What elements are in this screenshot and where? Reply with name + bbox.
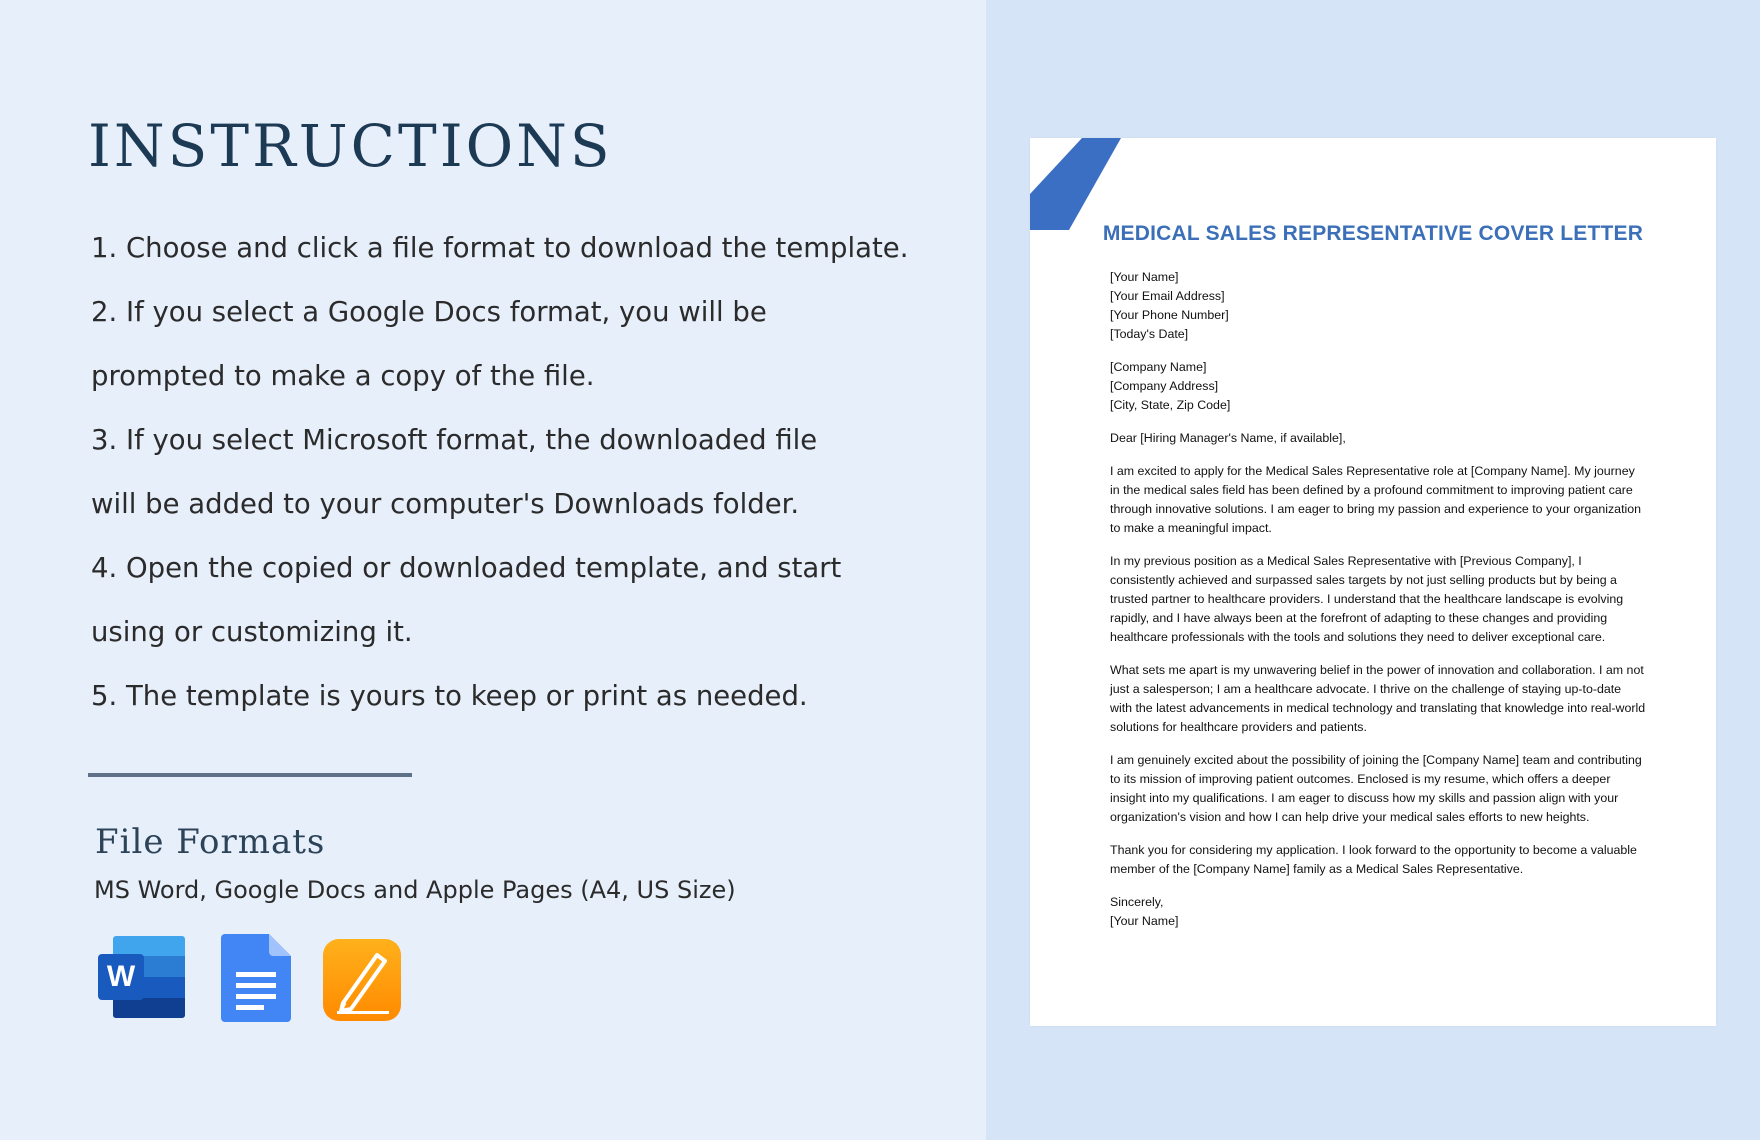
sender-phone: [Your Phone Number] — [1110, 308, 1229, 322]
apple-pages-icon[interactable] — [323, 939, 401, 1021]
recipient-block — [1110, 358, 1646, 415]
paragraph-1: I am excited to apply for the Medical Sales Representative role at [Company Name]. My journey in the medical sales field has been defined by a profound commitment to improving patient care through innovative solutions. I am eager to bring my passion and experience to your organization to make a meaningful impact. — [1110, 464, 1642, 535]
instructions-title: INSTRUCTIONS — [88, 112, 613, 180]
sender-name: [Your Name] — [1110, 270, 1179, 284]
instructions-list — [91, 216, 971, 728]
google-docs-icon[interactable] — [221, 934, 291, 1022]
instruction-step-1: 1. Choose and click a file format to download the template. — [91, 232, 909, 264]
word-icon[interactable] — [97, 934, 189, 1020]
instruction-step-4: 4. Open the copied or downloaded template, and start — [91, 552, 842, 584]
corner-ribbon-icon — [1030, 138, 1122, 232]
recipient-city: [City, State, Zip Code] — [1110, 398, 1231, 412]
instruction-step-4-cont: using or customizing it. — [91, 616, 413, 648]
instruction-step-5: 5. The template is yours to keep or print as needed. — [91, 680, 808, 712]
file-formats-description: MS Word, Google Docs and Apple Pages (A4, US Size) — [94, 876, 736, 904]
sender-block — [1110, 268, 1646, 344]
paragraph-3: What sets me apart is my unwavering belief in the power of innovation and collaboration. I am not just a salesperson; I am a healthcare advocate. I thrive on the challenge of staying up-to-date with the latest advancements in medical technology and translating that knowledge into real-world solutions for healthcare providers and patients. — [1110, 663, 1646, 734]
paragraph-5: Thank you for considering my application. I look forward to the opportunity to become a valuable member of the [Company Name] family as a Medical Sales Representative. — [1110, 843, 1637, 876]
recipient-address: [Company Address] — [1110, 379, 1219, 393]
paragraph-2: In my previous position as a Medical Sales Representative with [Previous Company], I consistently achieved and surpassed sales targets by not just selling products but by being a trusted partner to healthcare providers. I understand that the healthcare landscape is evolving rapidly, and I have always been at the forefront of adapting to these changes and providing healthcare professionals with the tools and solutions they need to deliver exceptional care. — [1110, 554, 1624, 644]
closing: Sincerely, — [1110, 895, 1164, 909]
document-preview[interactable] — [1030, 138, 1716, 1026]
document-title: MEDICAL SALES REPRESENTATIVE COVER LETTER — [1102, 222, 1644, 245]
sender-email: [Your Email Address] — [1110, 289, 1225, 303]
sender-date: [Today's Date] — [1110, 327, 1189, 341]
salutation: Dear [Hiring Manager's Name, if available], — [1110, 431, 1346, 445]
recipient-company: [Company Name] — [1110, 360, 1207, 374]
file-formats-title: File Formats — [95, 822, 326, 862]
section-divider — [88, 773, 412, 777]
instruction-step-2-cont: prompted to make a copy of the file. — [91, 360, 595, 392]
signoff-block — [1110, 893, 1646, 931]
instruction-step-2: 2. If you select a Google Docs format, you will be — [91, 296, 767, 328]
paragraph-4: I am genuinely excited about the possibility of joining the [Company Name] team and contributing to its mission of improving patient outcomes. Enclosed is my resume, which offers a deeper insight into my qualifications. I am eager to discuss how my skills and passion align with your organization's vision and how I can help drive your medical sales efforts to new heights. — [1110, 753, 1642, 824]
svg-text:W: W — [106, 960, 136, 993]
signature: [Your Name] — [1110, 914, 1179, 928]
instruction-step-3: 3. If you select Microsoft format, the downloaded file — [91, 424, 818, 456]
document-body — [1110, 268, 1646, 945]
instruction-step-3-cont: will be added to your computer's Downloads folder. — [91, 488, 800, 520]
